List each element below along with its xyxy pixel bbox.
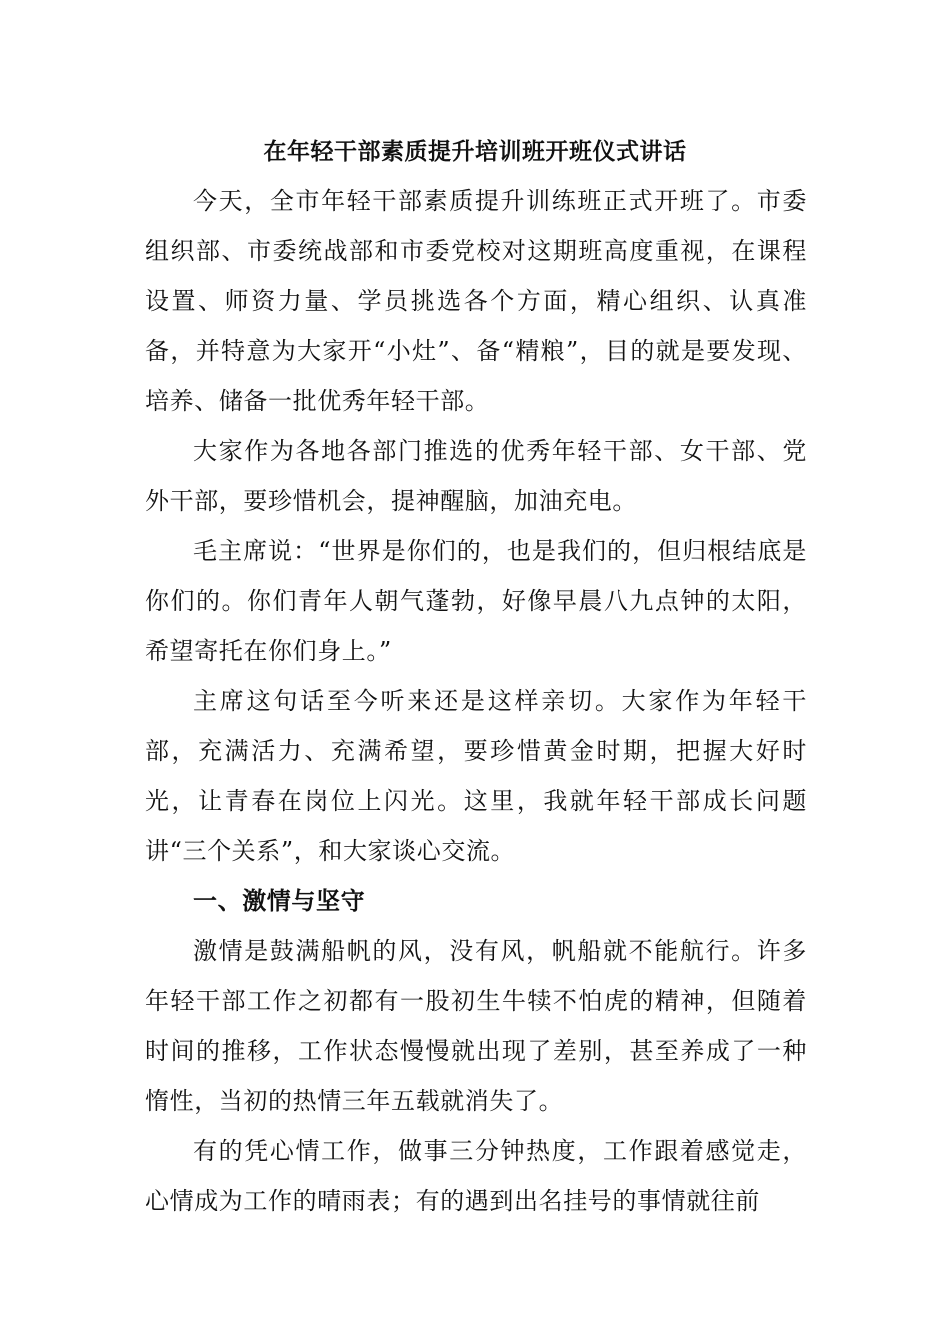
paragraph-4: 主席这句话至今听来还是这样亲切。大家作为年轻干部，充满活力、充满希望，要珍惜黄金时期，把握大好时光，让青春在岗位上闪光。这里，我就年轻干部成长问题讲“三个关系”，和大家谈心交流。 bbox=[145, 687, 807, 865]
paragraph-1: 今天，全市年轻干部素质提升训练班正式开班了。市委组织部、市委统战部和市委党校对这期班高度重视，在课程设置、师资力量、学员挑选各个方面，精心组织、认真准备，并特意为大家开“小灶”、备“精粮”，目的就是要发现、培养、储备一批优秀年轻干部。 bbox=[145, 187, 807, 415]
paragraph-5: 激情是鼓满船帆的风，没有风，帆船就不能航行。许多年轻干部工作之初都有一股初生牛犊不怕虎的精神，但随着时间的推移，工作状态慢慢就出现了差别，甚至养成了一种惰性，当初的热情三年五载就消失了。 bbox=[145, 937, 807, 1115]
paragraph-6: 有的凭心情工作，做事三分钟热度，工作跟着感觉走，心情成为工作的晴雨表；有的遇到出名挂号的事情就往前 bbox=[145, 1137, 807, 1215]
paragraph-3-quote: 毛主席说：“世界是你们的，也是我们的，但归根结底是你们的。你们青年人朝气蓬勃，好像早晨八九点钟的太阳，希望寄托在你们身上。” bbox=[145, 537, 807, 665]
section-heading-1: 一、激情与坚守 bbox=[193, 886, 366, 915]
document-body bbox=[145, 176, 807, 1226]
document-title: 在年轻干部素质提升培训班开班仪式讲话 bbox=[263, 138, 687, 165]
paragraph-2: 大家作为各地各部门推选的优秀年轻干部、女干部、党外干部，要珍惜机会，提神醒脑，加油充电。 bbox=[145, 437, 807, 515]
